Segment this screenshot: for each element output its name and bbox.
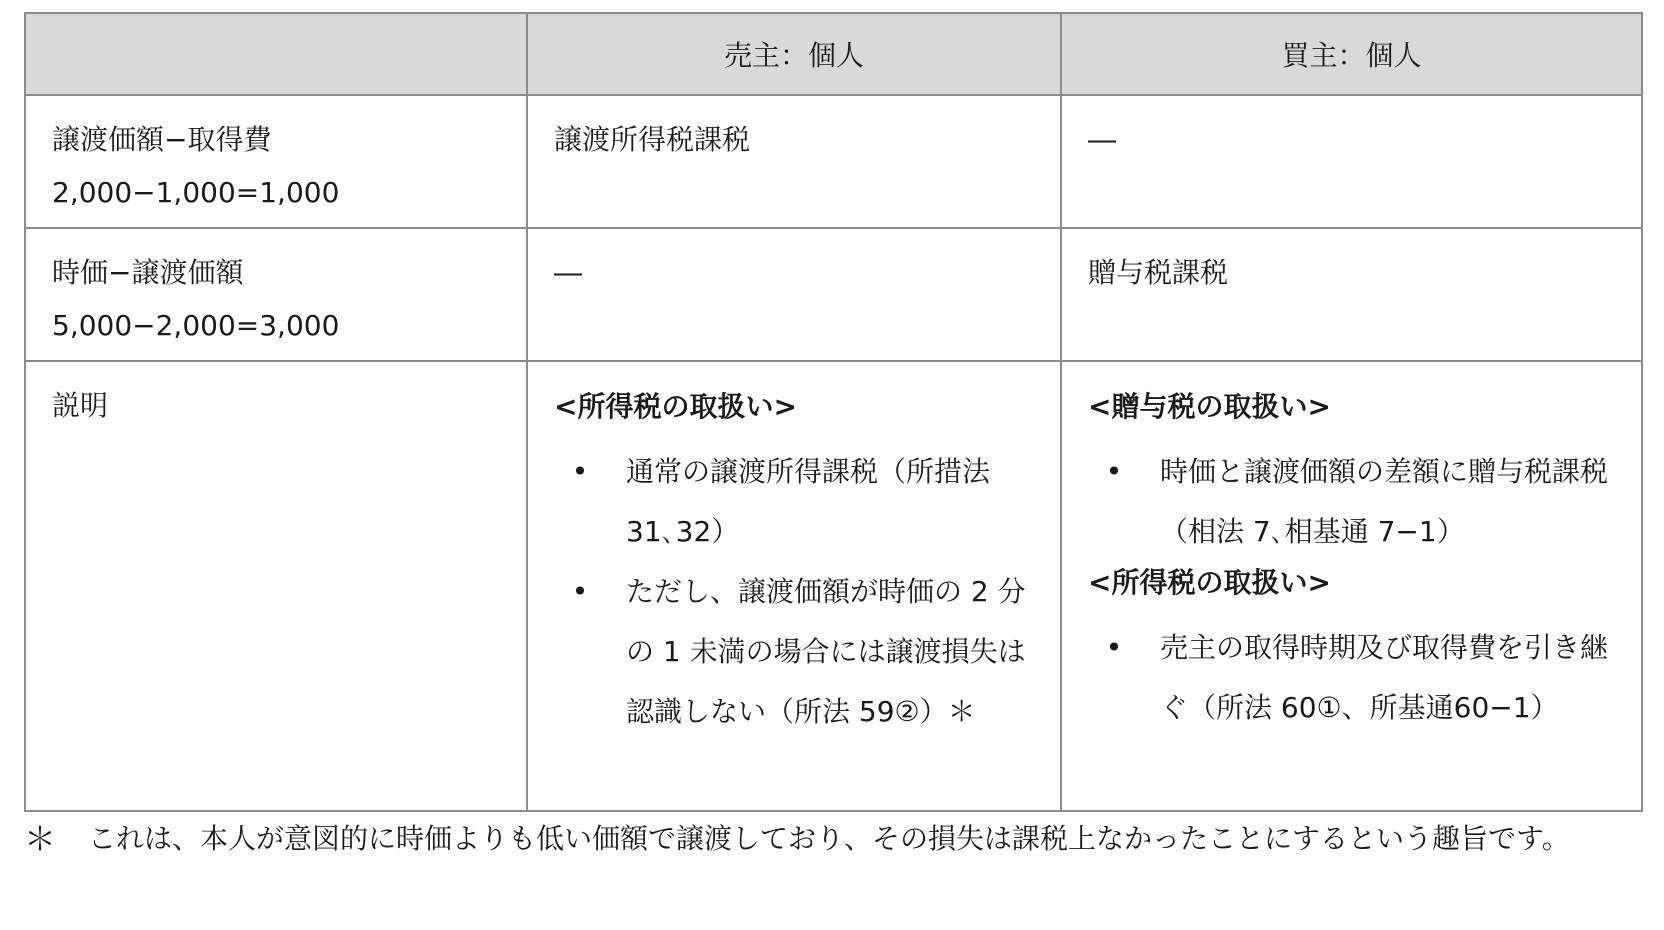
table-row — [25, 95, 1642, 228]
list-item — [1088, 618, 1617, 738]
seller-value: ― — [554, 256, 582, 289]
header-empty-cell — [25, 13, 527, 95]
bullet-icon: • — [571, 575, 589, 608]
header-seller: 売主：個人 — [527, 13, 1061, 95]
buyer-gift-bullet-list — [1088, 442, 1617, 562]
row-label-title: 時価−譲渡価額 — [52, 256, 244, 289]
row-label-cell — [25, 95, 527, 228]
seller-cell — [527, 228, 1061, 361]
seller-explanation-cell — [527, 361, 1061, 811]
tax-treatment-table — [24, 12, 1643, 812]
table-header-row — [25, 13, 1642, 95]
buyer-cell — [1061, 228, 1642, 361]
footnote-asterisk: ＊ — [24, 820, 57, 858]
table-row — [25, 361, 1642, 811]
footnote-text: これは、本人が意図的に時価よりも低い価額で譲渡しており、その損失は課税上なかったことにするという趣旨です。 — [88, 822, 1570, 855]
bullet-icon: • — [1105, 631, 1123, 664]
income-tax-heading: <所得税の取扱い> — [554, 390, 797, 423]
buyer-cell — [1061, 95, 1642, 228]
list-item-text: 売主の取得時期及び取得費を引き継ぐ（所法 60①、所基通60−1） — [1160, 631, 1609, 724]
footnote — [24, 812, 1644, 866]
gift-tax-heading: <贈与税の取扱い> — [1088, 390, 1331, 423]
row-label-cell — [25, 228, 527, 361]
buyer-income-bullet-list — [1088, 618, 1617, 738]
row-label-title: 譲渡価額−取得費 — [52, 123, 272, 156]
table-row — [25, 228, 1642, 361]
bullet-icon: • — [1105, 455, 1123, 488]
row-label-formula: 2,000−1,000=1,000 — [52, 176, 340, 209]
buyer-value: ― — [1088, 123, 1116, 156]
list-item — [554, 442, 1036, 562]
list-item — [554, 562, 1036, 742]
list-item-text: ただし、譲渡価額が時価の 2 分の 1 未満の場合には譲渡損失は認識しない（所法 59②）＊ — [626, 575, 1026, 728]
list-item-text: 通常の譲渡所得課税（所措法31､32） — [626, 455, 991, 548]
row-label-formula: 5,000−2,000=3,000 — [52, 309, 340, 342]
bullet-icon: • — [571, 455, 589, 488]
header-buyer: 買主：個人 — [1061, 13, 1642, 95]
buyer-value: 贈与税課税 — [1088, 256, 1229, 289]
row-label-title: 説明 — [52, 389, 109, 422]
buyer-explanation-cell — [1061, 361, 1642, 811]
list-item — [1088, 442, 1617, 562]
seller-cell — [527, 95, 1061, 228]
seller-bullet-list — [554, 442, 1036, 742]
income-tax-heading: <所得税の取扱い> — [1088, 566, 1331, 599]
seller-value: 譲渡所得税課税 — [554, 123, 751, 156]
list-item-text: 時価と譲渡価額の差額に贈与税課税（相法 7､相基通 7−1） — [1160, 455, 1609, 548]
row-label-cell — [25, 361, 527, 811]
